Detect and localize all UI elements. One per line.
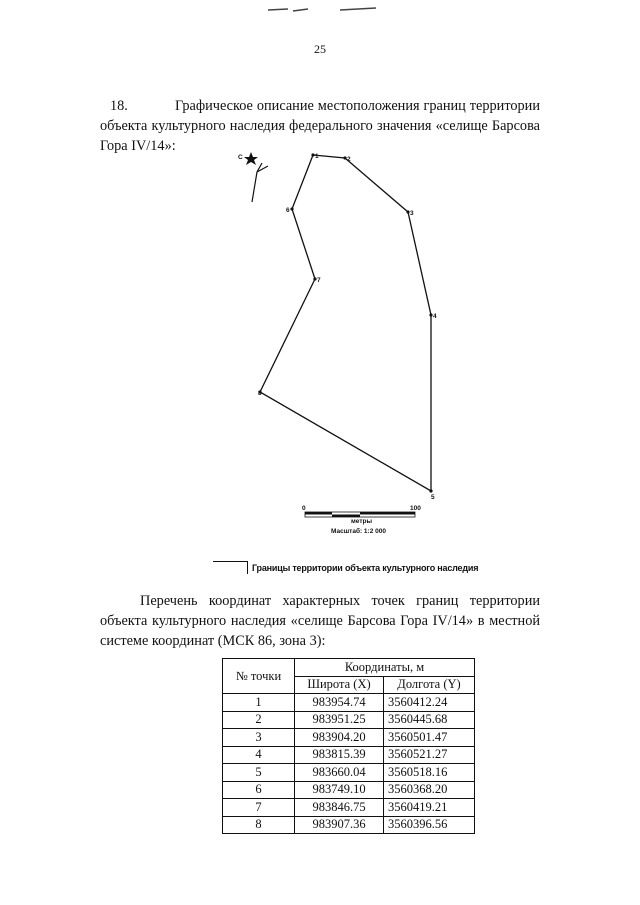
point-label: 1 (315, 153, 319, 160)
cell-lon: 3560396.56 (384, 816, 475, 834)
point-6 (286, 207, 294, 214)
scale-end: 100 (410, 505, 421, 512)
cell-lon: 3560368.20 (384, 781, 475, 799)
point-3 (406, 210, 414, 217)
point-8 (258, 390, 262, 397)
header-point: № точки (223, 659, 295, 694)
scale-text: Масштаб: 1:2 000 (331, 528, 386, 535)
table-row (223, 816, 475, 834)
point-label: 5 (431, 494, 435, 501)
coordinates-intro: Перечень координат характерных точек границ территории объекта культурного наследия «селище Барсова Гора IV/14» в местной системе координат (МСК 86, зона 3): (100, 593, 540, 649)
cell-lat: 983904.20 (295, 729, 384, 747)
point-2 (343, 156, 351, 163)
table-row (223, 799, 475, 817)
cell-lat: 983951.25 (295, 711, 384, 729)
table-row (223, 746, 475, 764)
cell-lon: 3560419.21 (384, 799, 475, 817)
table-row (223, 781, 475, 799)
scale-bar (302, 505, 421, 535)
cell-point: 6 (223, 781, 295, 799)
cell-point: 8 (223, 816, 295, 834)
legend-text: Границы территории объекта культурного наследия (252, 563, 479, 573)
cell-lat: 983749.10 (295, 781, 384, 799)
cell-lat: 983846.75 (295, 799, 384, 817)
cell-lat: 983815.39 (295, 746, 384, 764)
table-header-row (223, 659, 475, 677)
cell-point: 5 (223, 764, 295, 782)
header-lat: Широта (X) (295, 676, 384, 694)
item-text: Графическое описание местоположения границ территории объекта культурного наследия федерального значения «селище Барсова Гора IV/14»: (100, 98, 540, 154)
point-label: 4 (433, 313, 437, 320)
coordinates-table (222, 658, 475, 834)
scale-unit: метры (351, 518, 373, 525)
cell-lat: 983954.74 (295, 694, 384, 712)
header-lon: Долгота (Y) (384, 676, 475, 694)
page-number: 25 (314, 42, 326, 56)
cell-lat: 983660.04 (295, 764, 384, 782)
cell-lon: 3560445.68 (384, 711, 475, 729)
boundary-line (260, 155, 431, 491)
cell-point: 1 (223, 694, 295, 712)
table-row (223, 711, 475, 729)
star-icon (244, 152, 258, 165)
cell-lon: 3560412.24 (384, 694, 475, 712)
cell-lon: 3560518.16 (384, 764, 475, 782)
table-row (223, 694, 475, 712)
cell-point: 7 (223, 799, 295, 817)
item-number: 18. (110, 98, 128, 114)
point-1 (311, 153, 319, 160)
cell-point: 2 (223, 711, 295, 729)
cell-lon: 3560521.27 (384, 746, 475, 764)
scale-start: 0 (302, 505, 306, 512)
header-coords: Координаты, м (295, 659, 475, 677)
legend-line-symbol (213, 561, 248, 574)
table-row (223, 729, 475, 747)
cell-point: 3 (223, 729, 295, 747)
point-label: 8 (258, 390, 262, 397)
point-label: 3 (410, 210, 414, 217)
cell-lon: 3560501.47 (384, 729, 475, 747)
table-row (223, 764, 475, 782)
cell-point: 4 (223, 746, 295, 764)
point-7 (313, 277, 321, 284)
point-label: 2 (347, 156, 351, 163)
north-label: С (238, 154, 243, 161)
point-label: 7 (317, 277, 321, 284)
arrow-lines-icon (252, 163, 268, 202)
point-5 (429, 489, 435, 501)
cell-lat: 983907.36 (295, 816, 384, 834)
point-label: 6 (286, 207, 290, 214)
north-arrow (238, 152, 268, 202)
